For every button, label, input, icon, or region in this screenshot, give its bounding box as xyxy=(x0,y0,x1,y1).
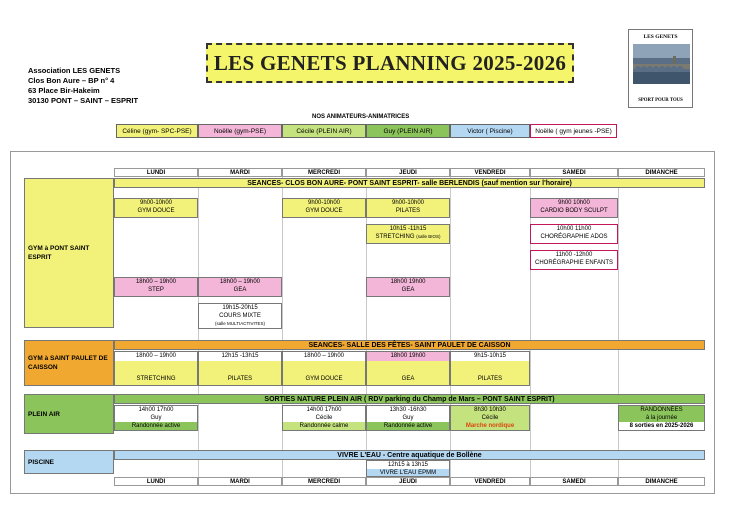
session-time: 12h15 à 13h15 xyxy=(387,462,429,468)
session-activity: CARDIO BODY SCULPT xyxy=(540,208,608,214)
section-label-piscine: PISCINE xyxy=(24,450,114,474)
session-mardi-gea xyxy=(198,277,282,297)
session-time: 18h00 – 19h00 xyxy=(283,352,365,361)
day-header: SAMEDI xyxy=(530,168,618,177)
animator-victor: Victor ( Piscine) xyxy=(450,124,530,138)
section-banner-plein-air: SORTIES NATURE PLEIN AIR ( RDV parking du Champ de Mars – PONT SAINT ESPRIT) xyxy=(114,394,705,404)
session-time: 9h00-10h00 xyxy=(307,200,341,206)
day-header: MARDI xyxy=(198,168,282,177)
animator-guy: Guy (PLEIN AIR) xyxy=(366,124,450,138)
session-plein-air-jeudi xyxy=(366,405,450,431)
bridge-photo-icon xyxy=(633,44,690,84)
session-activity: STEP xyxy=(148,287,164,293)
session-time: 19h15-20h15 xyxy=(222,305,258,311)
session-leader: Cécile xyxy=(481,415,499,421)
session-detail: 8 sorties en 2025-2026 xyxy=(619,422,704,430)
session-detail: à la journée xyxy=(645,415,678,421)
session-spc-mercredi xyxy=(282,351,366,386)
animator-cecile: Cécile (PLEIN AIR) xyxy=(282,124,366,138)
day-header: VENDREDI xyxy=(450,168,530,177)
session-jeudi-gea xyxy=(366,277,450,297)
day-header: LUNDI xyxy=(114,168,198,177)
session-activity: COURS MIXTE xyxy=(219,313,261,319)
session-activity: GEA xyxy=(401,287,415,293)
session-samedi-choregraphie-ados xyxy=(530,224,618,244)
session-samedi-cardio xyxy=(530,198,618,218)
session-time: 14h00 17h00 xyxy=(306,407,342,413)
section-banner-piscine: VIVRE L'EAU - Centre aquatique de Bollène xyxy=(114,450,705,460)
session-time: 8h30 10h30 xyxy=(474,407,506,413)
session-spc-lundi xyxy=(114,351,198,386)
session-plein-air-dimanche xyxy=(618,405,705,431)
session-time: 10h00 11h00 xyxy=(556,226,592,232)
session-activity: Randonnée active xyxy=(367,422,449,430)
session-activity: GYM DOUCE xyxy=(137,208,175,214)
page-title: LES GENETS PLANNING 2025-2026 xyxy=(213,50,567,75)
session-time: 9h00-10h00 xyxy=(139,200,173,206)
session-activity: Randonnée active xyxy=(115,422,197,430)
session-spc-jeudi xyxy=(366,351,450,386)
animator-noelle-jeunes: Noëlle ( gym jeunes -PSE) xyxy=(530,124,617,138)
grid-line xyxy=(618,168,619,486)
session-activity: PILATES xyxy=(227,376,253,382)
logo-title: LES GENETS xyxy=(643,34,678,40)
session-time: 18h00 19h00 xyxy=(390,279,426,285)
day-footer: MARDI xyxy=(198,477,282,486)
day-header: JEUDI xyxy=(366,168,450,177)
session-lundi-gym-douce xyxy=(114,198,198,218)
day-footer: DIMANCHE xyxy=(618,477,705,486)
address-line: 30130 PONT – SAINT – ESPRIT xyxy=(28,96,139,105)
session-activity: STRETCHING xyxy=(375,234,415,240)
session-time: 18h00 – 19h00 xyxy=(219,279,261,285)
session-activity: CHORÉGRAPHIE ENFANTS xyxy=(534,260,613,266)
logo-subtitle: SPORT POUR TOUS xyxy=(638,98,683,103)
session-time: 12h15 -13h15 xyxy=(199,352,281,361)
session-time: 18h00 – 19h00 xyxy=(135,279,177,285)
day-footer: LUNDI xyxy=(114,477,198,486)
session-leader: Guy xyxy=(150,415,162,421)
session-activity: GYM DOUCE xyxy=(305,376,343,382)
session-activity: RANDONNÉES xyxy=(640,407,683,413)
session-activity: GYM DOUCE xyxy=(305,208,343,214)
day-footer: MERCREDI xyxy=(282,477,366,486)
association-address xyxy=(28,66,138,106)
section-banner-gym-spc: SEANCES- SALLE DES FÊTES- SAINT PAULET DE CAISSON xyxy=(114,340,705,350)
session-time: 10h15 -11h15 xyxy=(389,226,427,232)
section-label-plein-air: PLEIN AIR xyxy=(24,394,114,434)
session-jeudi-stretching xyxy=(366,224,450,244)
session-leader: Guy xyxy=(402,415,414,421)
grid-line xyxy=(450,168,451,486)
address-line: Clos Bon Aure – BP n° 4 xyxy=(28,76,115,85)
session-leader: Cécile xyxy=(315,415,333,421)
session-activity: Randonnée calme xyxy=(283,422,365,430)
session-time: 11h00 -12h00 xyxy=(555,252,593,258)
session-note: (salle MULTIACTIVITES) xyxy=(215,321,265,326)
session-activity: PILATES xyxy=(395,208,421,214)
session-mardi-cours-mixte xyxy=(198,303,282,329)
session-time: 18h00 – 19h00 xyxy=(115,352,197,361)
session-spc-vendredi xyxy=(450,351,530,386)
association-name: Association LES GENETS xyxy=(28,66,121,75)
session-time: 9h00-10h00 xyxy=(391,200,425,206)
session-activity: CHORÉGRAPHIE ADOS xyxy=(540,234,608,240)
session-piscine-jeudi xyxy=(366,460,450,477)
section-banner-gym-pse: SEANCES- CLOS BON AURE- PONT SAINT ESPRIT- salle BERLENDIS (sauf mention sur l'horaire) xyxy=(114,178,705,188)
day-footer: JEUDI xyxy=(366,477,450,486)
session-time: 14h00 17h00 xyxy=(138,407,174,413)
session-jeudi-pilates xyxy=(366,198,450,218)
session-plein-air-mercredi xyxy=(282,405,366,431)
session-time: 9h15-10h15 xyxy=(451,352,529,361)
session-time: 18h00 19h00 xyxy=(367,352,449,361)
page-title-box xyxy=(206,43,574,83)
session-activity: Marche nordique xyxy=(465,423,515,429)
session-mercredi-gym-douce xyxy=(282,198,366,218)
session-plein-air-vendredi xyxy=(450,405,530,431)
session-activity: STRETCHING xyxy=(136,376,176,382)
animator-noelle: Noëlle (gym-PSE) xyxy=(198,124,282,138)
section-label-gym-pse: GYM à PONT SAINT ESPRIT xyxy=(24,178,114,328)
session-activity: GEA xyxy=(401,376,415,382)
session-activity: GEA xyxy=(233,287,247,293)
session-spc-mardi xyxy=(198,351,282,386)
session-lundi-step xyxy=(114,277,198,297)
session-samedi-choregraphie-enfants xyxy=(530,250,618,270)
address-line: 63 Place Bir-Hakeim xyxy=(28,86,100,95)
session-note: (salle BIOS) xyxy=(416,234,441,239)
session-activity: PILATES xyxy=(477,376,503,382)
day-footer: SAMEDI xyxy=(530,477,618,486)
session-plein-air-lundi xyxy=(114,405,198,431)
session-time: 9h00 10h00 xyxy=(558,200,590,206)
club-logo xyxy=(628,29,693,108)
day-footer: VENDREDI xyxy=(450,477,530,486)
section-label-gym-spc: GYM à SAINT PAULET DE CAISSON xyxy=(24,340,114,386)
animator-celine: Céline (gym- SPC-PSE) xyxy=(116,124,198,138)
day-header: DIMANCHE xyxy=(618,168,705,177)
animators-title: NOS ANIMATEURS-ANIMATRICES xyxy=(312,114,410,120)
day-header: MERCREDI xyxy=(282,168,366,177)
session-activity: VIVRE L'EAU EPMM xyxy=(367,469,449,477)
session-time: 13h30 -16h30 xyxy=(389,407,427,413)
